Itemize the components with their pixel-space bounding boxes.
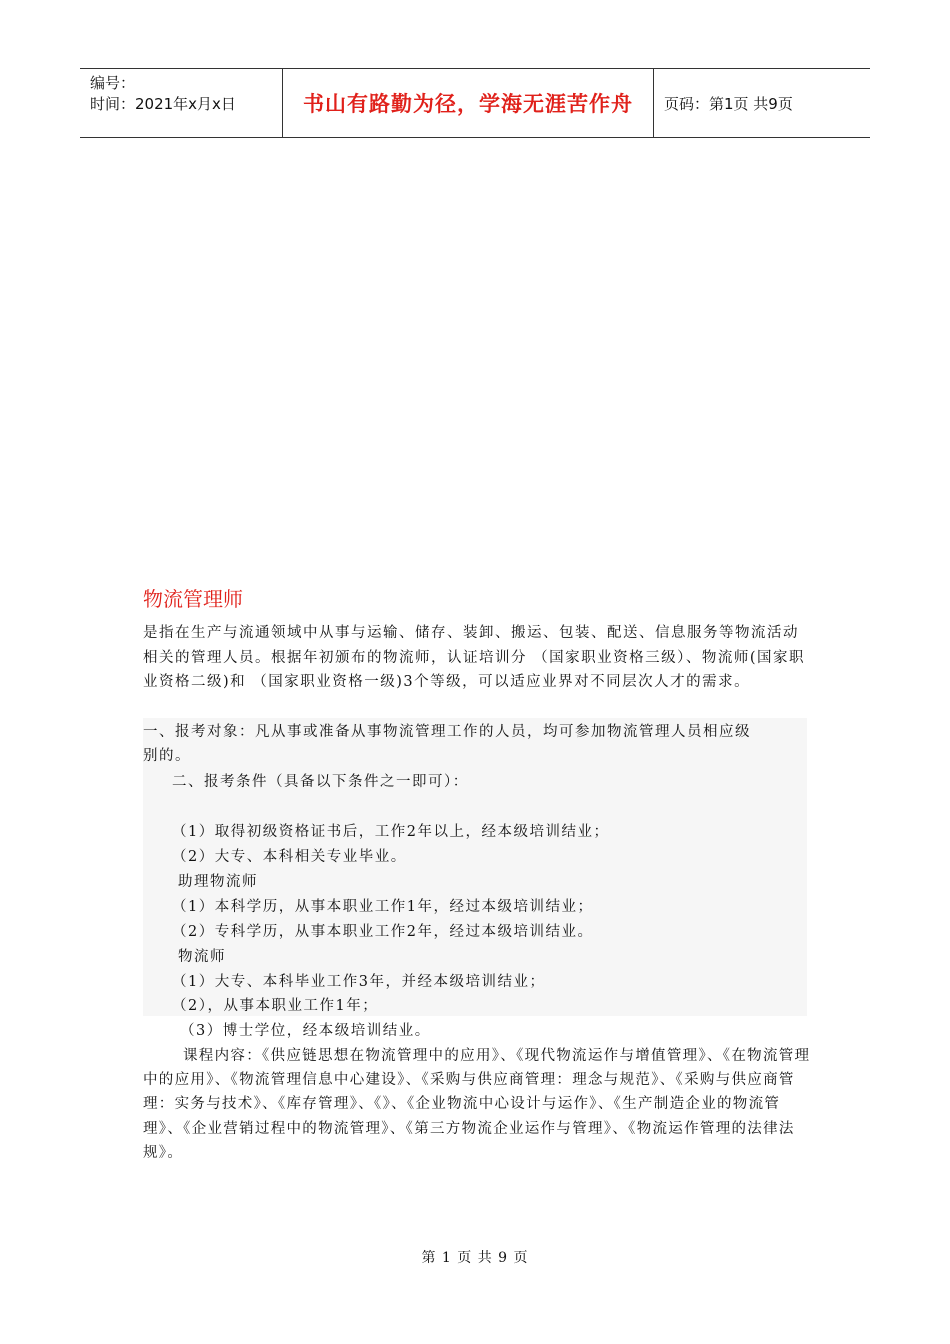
condition-item: （2）大专、本科相关专业毕业。 <box>172 849 407 865</box>
condition-item: （1）取得初级资格证书后，工作2年以上，经本级培训结业； <box>172 824 610 840</box>
condition-item: （3）博士学位，经本级培训结业。 <box>180 1023 431 1039</box>
document-code-label: 编号： <box>90 74 136 92</box>
header-motto: 书山有路勤为径，学海无涯苦作舟 <box>282 69 654 137</box>
condition-item: （1）本科学历，从事本职业工作1年，经过本级培训结业； <box>172 899 594 915</box>
page-footer: 第 1 页 共 9 页 <box>421 1250 529 1266</box>
condition-item: （2），从事本职业工作1年； <box>172 998 379 1014</box>
conditions-heading: 二、报考条件（具备以下条件之一即可）： <box>172 774 469 790</box>
exam-target-line-cont: 别的。 <box>143 748 191 764</box>
header-meta <box>80 69 282 137</box>
page-header <box>80 68 870 138</box>
course-content-paragraph: 课程内容：《供应链思想在物流管理中的应用》、《现代物流运作与增值管理》、《在物流管理中的应用》、《物流管理信息中心建设》、《采购与供应商管理：理念与规范》、《采购与供应商管理：实务与技术》、《库存管理》、《》、《企业物流中心设计与运作》、《生产制造企业的物流管理》、《企业营销过程中的物流管理》、《第三方物流企业运作与管理》、《物流运作管理的法律法规》。 <box>143 1048 811 1161</box>
assistant-logistician-heading: 助理物流师 <box>178 874 258 890</box>
condition-item: （1）大专、本科毕业工作3年，并经本级培训结业； <box>172 974 546 990</box>
header-page-label: 页码：第1页 共9页 <box>664 94 793 113</box>
document-title: 物流管理师 <box>143 587 243 611</box>
document-time-label: 时间：2021年x月x日 <box>90 95 236 113</box>
exam-target-line: 一、报考对象：凡从事或准备从事物流管理工作的人员，均可参加物流管理人员相应级 <box>143 724 751 740</box>
logistician-heading: 物流师 <box>178 949 226 965</box>
condition-item: （2）专科学历，从事本职业工作2年，经过本级培训结业。 <box>172 924 594 940</box>
intro-paragraph: 是指在生产与流通领域中从事与运输、储存、装卸、搬运、包装、配送、信息服务等物流活动相关的管理人员。根据年初颁布的物流师，认证培训分 （国家职业资格三级）、物流师(国家职业资格二级)和 （国家职业资格一级)3个等级，可以适应业界对不同层次人才的需求。 <box>143 625 806 690</box>
